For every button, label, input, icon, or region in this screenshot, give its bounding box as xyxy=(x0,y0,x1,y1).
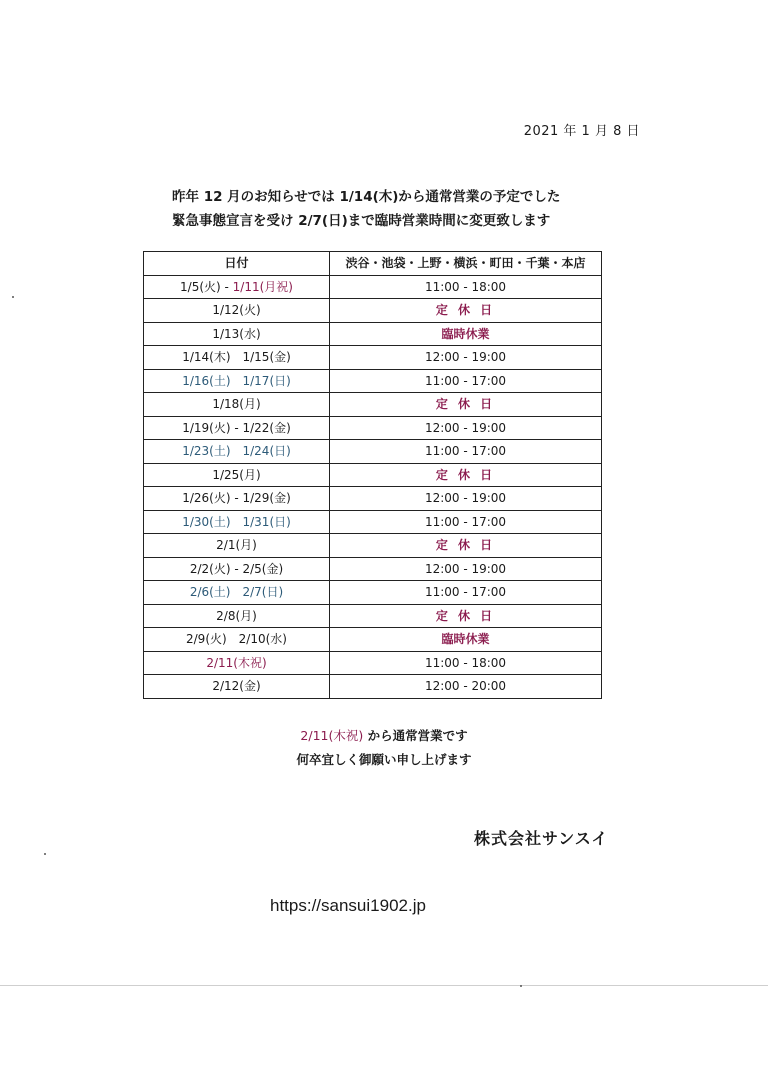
website-url: https://sansui1902.jp xyxy=(270,896,426,915)
row-hours: 12:00 - 19:00 xyxy=(330,557,602,581)
scan-speck xyxy=(12,296,14,298)
row-hours: 臨時休業 xyxy=(330,322,602,346)
row-date: 2/8(月) xyxy=(144,604,330,628)
table-row xyxy=(144,557,602,581)
row-date: 1/23(土) 1/24(日) xyxy=(144,440,330,464)
table-row xyxy=(144,275,602,299)
row-date: 2/1(月) xyxy=(144,534,330,558)
table-row xyxy=(144,581,602,605)
row-hours: 定 休 日 xyxy=(330,299,602,323)
footer-line-1 xyxy=(0,726,768,744)
row-date: 2/11(木祝) xyxy=(144,651,330,675)
scan-speck xyxy=(44,853,46,855)
row-hours: 定 休 日 xyxy=(330,393,602,417)
row-date: 1/26(火) - 1/29(金) xyxy=(144,487,330,511)
table-row xyxy=(144,510,602,534)
row-date: 1/14(木) 1/15(金) xyxy=(144,346,330,370)
row-hours: 12:00 - 19:00 xyxy=(330,416,602,440)
row-hours: 11:00 - 17:00 xyxy=(330,510,602,534)
row-hours: 11:00 - 18:00 xyxy=(330,275,602,299)
footer-line-2: 何卒宜しく御願い申し上げます xyxy=(296,752,472,767)
row-date: 1/18(月) xyxy=(144,393,330,417)
footer-resume-text: から通常営業です xyxy=(363,728,468,743)
row-date-end: 1/11(月祝) xyxy=(232,279,293,294)
row-date: 1/16(土) 1/17(日) xyxy=(144,369,330,393)
intro-line-2: 緊急事態宣言を受け 2/7(日)まで臨時営業時間に変更致します xyxy=(172,213,551,229)
row-date: 1/25(月) xyxy=(144,463,330,487)
row-date: 2/2(火) - 2/5(金) xyxy=(144,557,330,581)
table-row xyxy=(144,346,602,370)
row-date: 1/13(水) xyxy=(144,322,330,346)
row-hours: 定 休 日 xyxy=(330,604,602,628)
table-row xyxy=(144,393,602,417)
row-hours: 11:00 - 17:00 xyxy=(330,440,602,464)
row-hours: 定 休 日 xyxy=(330,534,602,558)
table-row xyxy=(144,299,602,323)
footer-resume-date: 2/11(木祝) xyxy=(300,728,364,743)
intro-line-1: 昨年 12 月のお知らせでは 1/14(木)から通常営業の予定でした xyxy=(172,189,561,205)
company-name: 株式会社サンスイ xyxy=(474,829,609,848)
table-row xyxy=(144,440,602,464)
table-row xyxy=(144,675,602,699)
table-row xyxy=(144,463,602,487)
table-row xyxy=(144,487,602,511)
row-hours: 定 休 日 xyxy=(330,463,602,487)
scan-edge-line xyxy=(0,985,768,986)
scan-speck xyxy=(520,985,522,987)
row-date: 1/12(火) xyxy=(144,299,330,323)
header-stores: 渋谷・池袋・上野・横浜・町田・千葉・本店 xyxy=(330,252,602,276)
row-hours: 臨時休業 xyxy=(330,628,602,652)
table-row xyxy=(144,416,602,440)
row-date xyxy=(144,275,330,299)
row-hours: 12:00 - 19:00 xyxy=(330,346,602,370)
row-date: 2/12(金) xyxy=(144,675,330,699)
row-hours: 11:00 - 17:00 xyxy=(330,581,602,605)
table-row xyxy=(144,369,602,393)
row-hours: 12:00 - 20:00 xyxy=(330,675,602,699)
row-date-start: 1/5(火) - xyxy=(180,279,233,294)
row-date: 1/19(火) - 1/22(金) xyxy=(144,416,330,440)
row-date: 1/30(土) 1/31(日) xyxy=(144,510,330,534)
table-row xyxy=(144,651,602,675)
document-date: 2021 年 1 月 8 日 xyxy=(523,124,640,139)
row-hours: 11:00 - 17:00 xyxy=(330,369,602,393)
table-header-row xyxy=(144,252,602,276)
row-hours: 11:00 - 18:00 xyxy=(330,651,602,675)
schedule-table xyxy=(143,251,602,699)
header-date: 日付 xyxy=(144,252,330,276)
table-row xyxy=(144,322,602,346)
table-row xyxy=(144,534,602,558)
row-date: 2/6(土) 2/7(日) xyxy=(144,581,330,605)
table-row xyxy=(144,604,602,628)
row-hours: 12:00 - 19:00 xyxy=(330,487,602,511)
row-date: 2/9(火) 2/10(水) xyxy=(144,628,330,652)
table-row xyxy=(144,628,602,652)
